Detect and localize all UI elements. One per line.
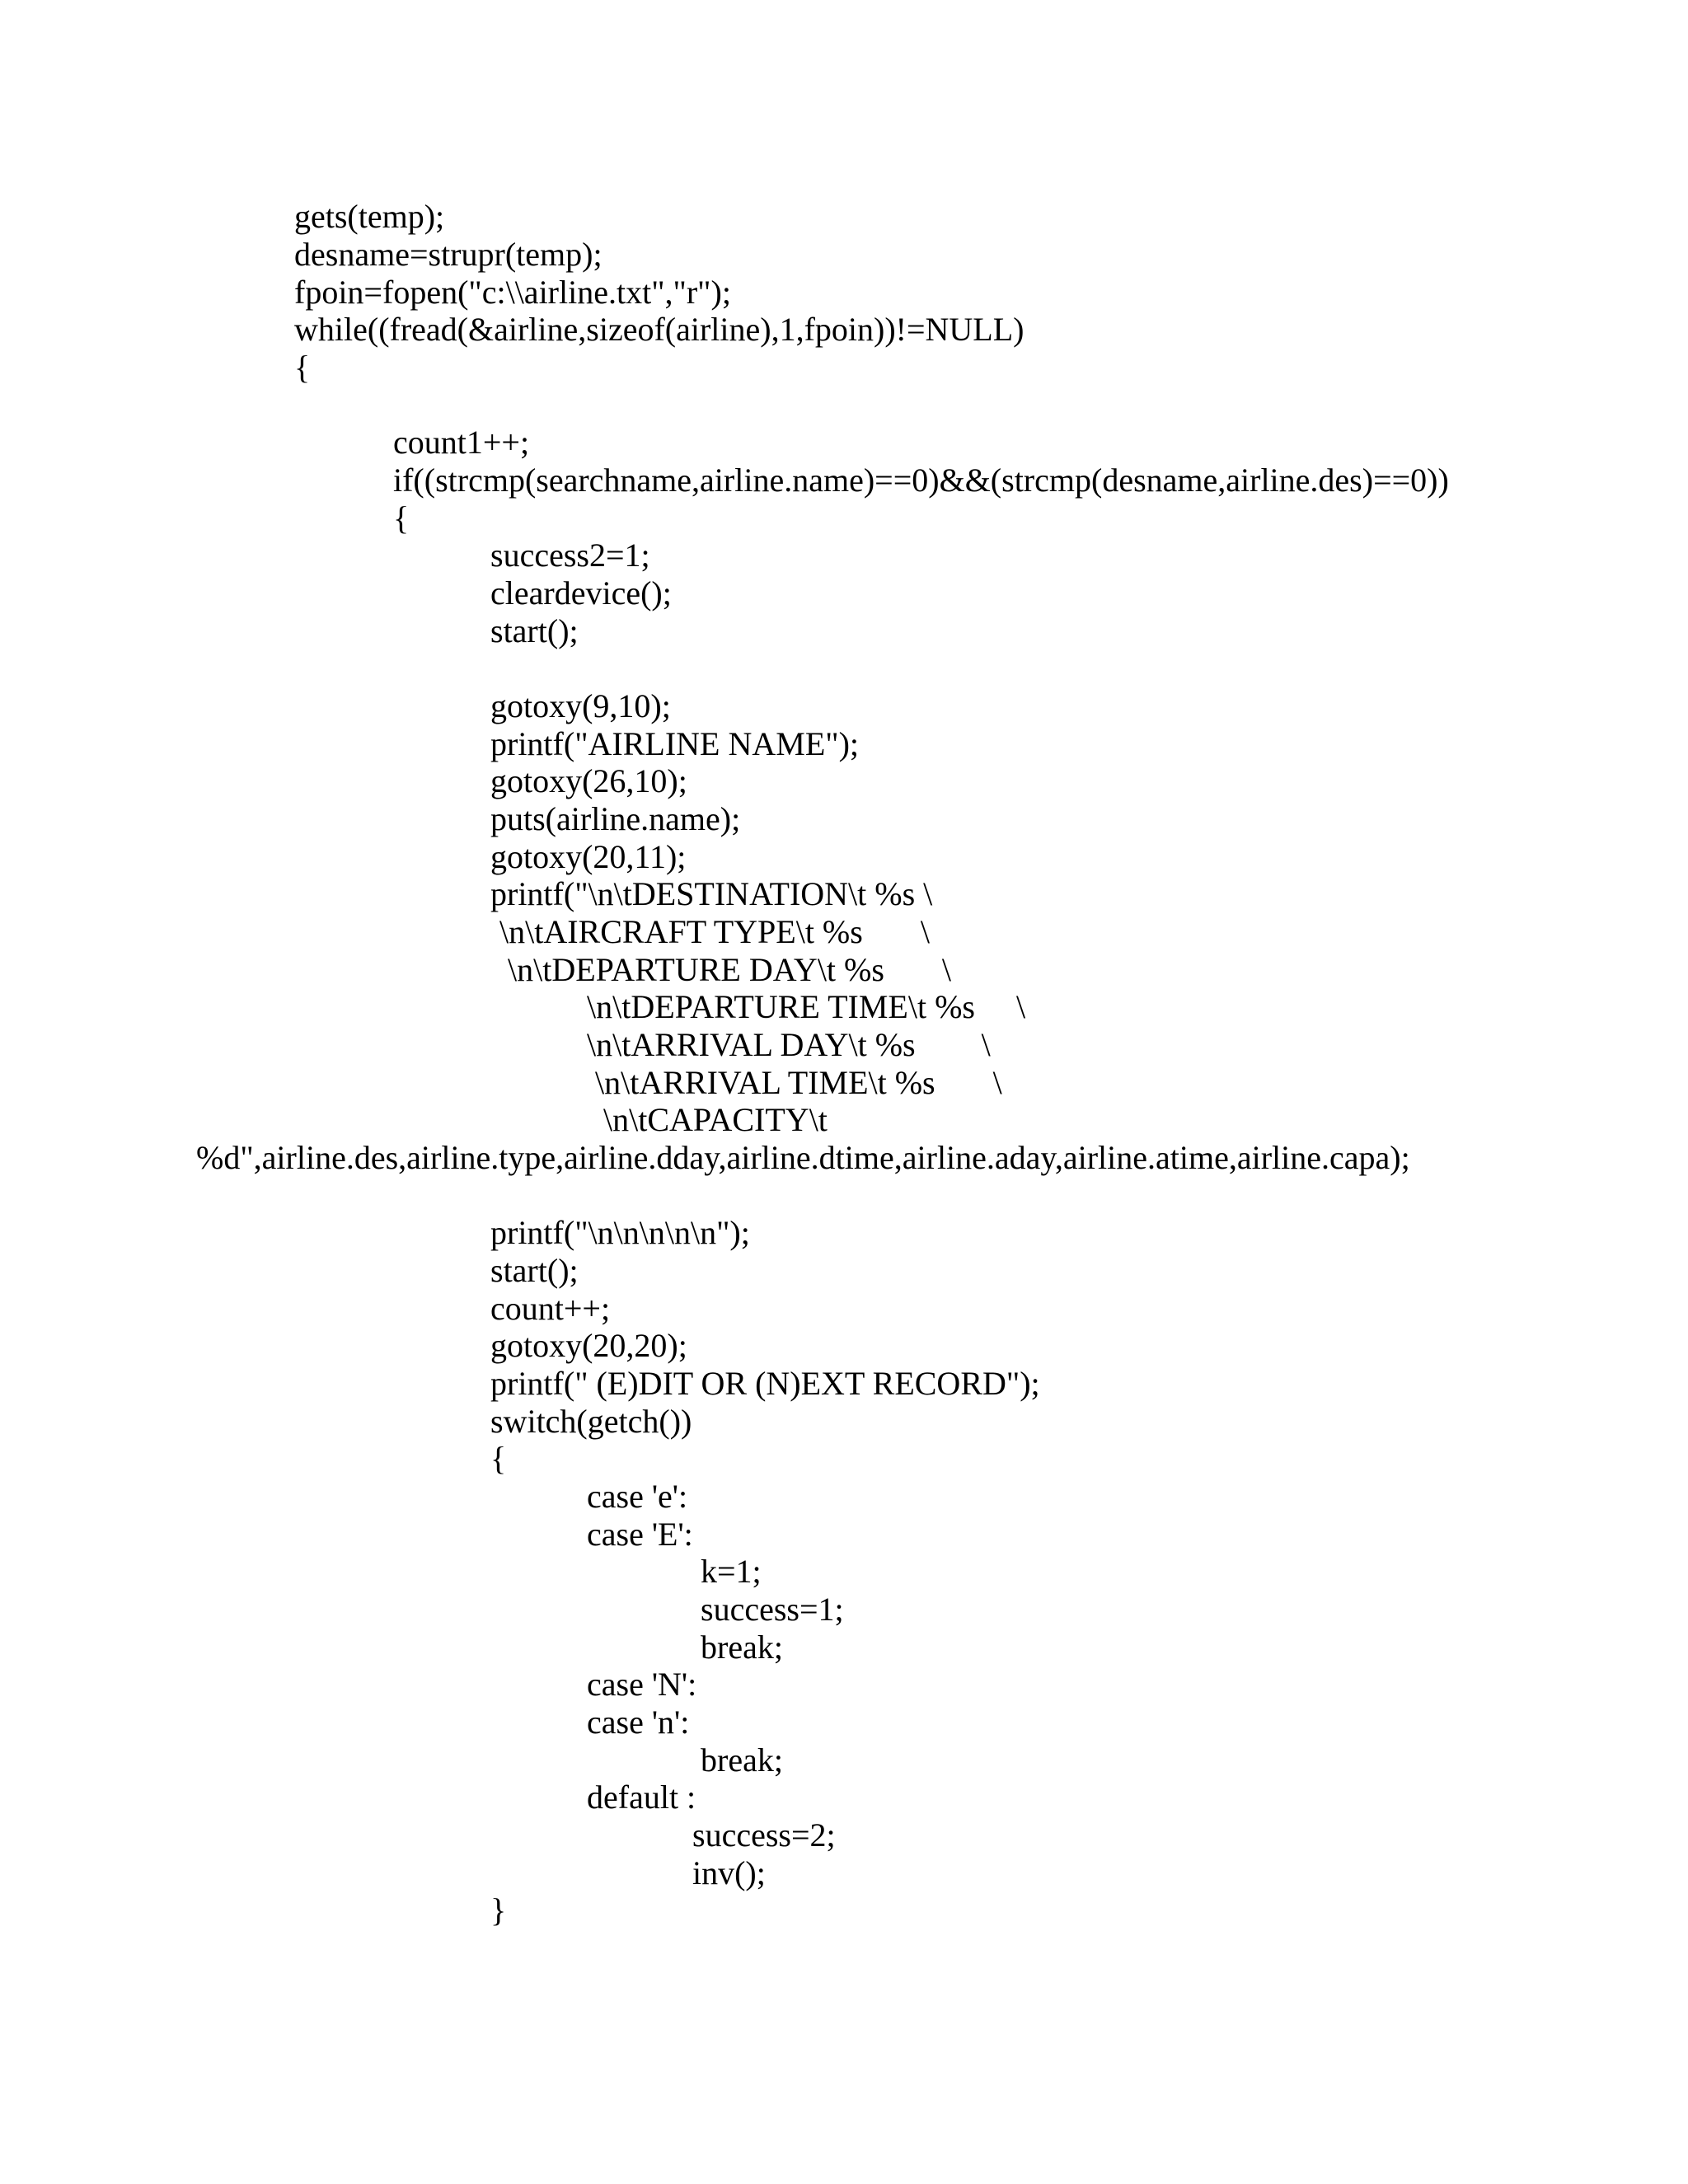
- code-line: gotoxy(20,20);: [490, 1327, 687, 1364]
- code-line: \n\tCAPACITY\t: [603, 1101, 828, 1138]
- code-line: success=2;: [692, 1816, 836, 1854]
- code-line: while((fread(&airline,sizeof(airline),1,fpoin))!=NULL): [294, 311, 1025, 348]
- code-line: printf("\n\tDESTINATION\t %s \: [490, 875, 933, 912]
- code-line: gets(temp);: [294, 198, 445, 235]
- code-line: {: [393, 499, 410, 537]
- code-line: switch(getch()): [490, 1403, 692, 1440]
- code-line: inv();: [692, 1854, 766, 1891]
- code-line: %d",airline.des,airline.type,airline.dday,airline.dtime,airline.aday,airline.atime,airline.capa);: [196, 1139, 1410, 1176]
- code-line: case 'n':: [587, 1704, 690, 1741]
- code-line: {: [294, 349, 311, 386]
- code-line: count++;: [490, 1290, 611, 1327]
- code-line: fpoin=fopen("c:\\airline.txt","r");: [294, 274, 731, 311]
- code-line: {: [490, 1440, 507, 1477]
- code-line: printf("\n\n\n\n\n");: [490, 1214, 750, 1251]
- code-line: printf("AIRLINE NAME");: [490, 725, 860, 762]
- code-line: gotoxy(26,10);: [490, 762, 687, 799]
- code-line: default :: [587, 1779, 696, 1816]
- code-line: }: [490, 1891, 507, 1929]
- code-line: gotoxy(9,10);: [490, 687, 671, 724]
- code-line: k=1;: [701, 1553, 762, 1590]
- code-line: success2=1;: [490, 537, 650, 574]
- code-line: break;: [701, 1741, 783, 1779]
- code-line: gotoxy(20,11);: [490, 838, 687, 875]
- code-line: \n\tARRIVAL DAY\t %s \: [587, 1026, 991, 1063]
- code-line: puts(airline.name);: [490, 800, 741, 837]
- code-line: success=1;: [701, 1591, 844, 1628]
- code-line: start();: [490, 1252, 579, 1289]
- code-line: \n\tAIRCRAFT TYPE\t %s \: [499, 913, 930, 950]
- code-line: case 'N':: [587, 1666, 697, 1703]
- code-line: count1++;: [393, 424, 530, 461]
- code-line: cleardevice();: [490, 574, 672, 612]
- code-line: start();: [490, 612, 579, 649]
- code-line: desname=strupr(temp);: [294, 236, 603, 273]
- code-line: case 'e':: [587, 1478, 688, 1515]
- code-line: printf(" (E)DIT OR (N)EXT RECORD");: [490, 1365, 1040, 1402]
- code-line: \n\tDEPARTURE DAY\t %s \: [508, 951, 952, 988]
- code-line: case 'E':: [587, 1516, 693, 1553]
- code-line: \n\tARRIVAL TIME\t %s \: [595, 1064, 1002, 1101]
- code-line: if((strcmp(searchname,airline.name)==0)&&(strcmp(desname,airline.des)==0)): [393, 462, 1449, 499]
- code-line: break;: [701, 1629, 783, 1666]
- code-line: \n\tDEPARTURE TIME\t %s \: [587, 988, 1026, 1025]
